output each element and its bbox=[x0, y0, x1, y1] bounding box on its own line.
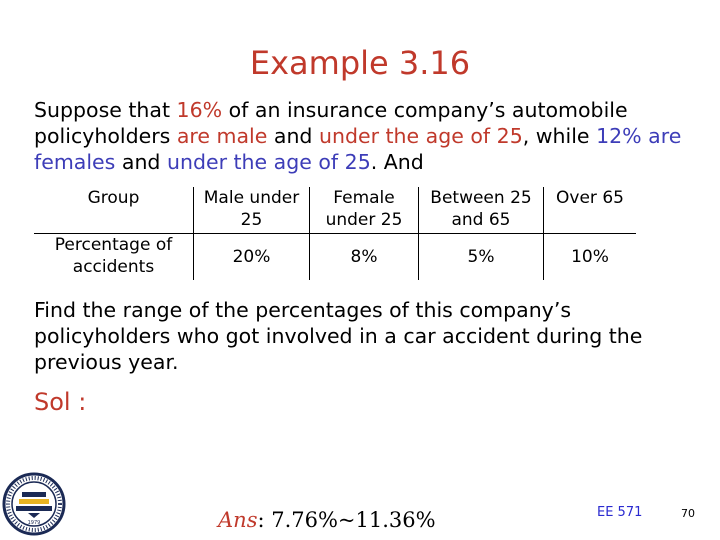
solution-label: Sol : bbox=[34, 388, 87, 416]
value-female: 8% bbox=[310, 234, 419, 281]
row-label: Percentage of accidents bbox=[34, 234, 194, 281]
female-highlight: are females bbox=[34, 124, 682, 174]
intro-text: and bbox=[115, 150, 167, 174]
answer-value: : 7.76%~11.36% bbox=[257, 508, 436, 532]
header-male: Male under 25 bbox=[194, 187, 310, 234]
intro-text: of an insurance company’s automobile policyholders bbox=[34, 98, 628, 148]
page-number: 70 bbox=[681, 507, 695, 520]
university-logo bbox=[2, 472, 66, 536]
age-highlight: under the age of 25 bbox=[318, 124, 523, 148]
age-highlight-2: under the age of 25 bbox=[166, 150, 371, 174]
value-between: 5% bbox=[419, 234, 544, 281]
male-percent: 16% bbox=[176, 98, 223, 122]
logo-year: 1979 bbox=[27, 520, 41, 526]
answer bbox=[218, 508, 436, 532]
female-percent: 12% bbox=[596, 124, 642, 148]
course-code: EE 571 bbox=[597, 505, 643, 520]
answer-label: Ans bbox=[218, 508, 258, 532]
value-male: 20% bbox=[194, 234, 310, 281]
slide-title: Example 3.16 bbox=[249, 44, 471, 82]
question-paragraph: Find the range of the percentages of this company’s policyholders who got involved in a car accident during the previous year. bbox=[34, 298, 643, 374]
header-female: Female under 25 bbox=[310, 187, 419, 234]
header-group: Group bbox=[87, 188, 140, 208]
table-header-row bbox=[34, 187, 636, 234]
intro-text: and bbox=[267, 124, 319, 148]
intro-text: . And bbox=[370, 150, 424, 174]
table-row bbox=[34, 234, 636, 281]
intro-paragraph bbox=[34, 97, 694, 175]
header-over65: Over 65 bbox=[544, 187, 637, 234]
intro-text: Suppose that bbox=[34, 98, 177, 122]
value-over65: 10% bbox=[544, 234, 637, 281]
accident-table bbox=[34, 187, 636, 280]
male-highlight: are male bbox=[176, 124, 268, 148]
intro-text: , while bbox=[522, 124, 597, 148]
header-between: Between 25 and 65 bbox=[419, 187, 544, 234]
